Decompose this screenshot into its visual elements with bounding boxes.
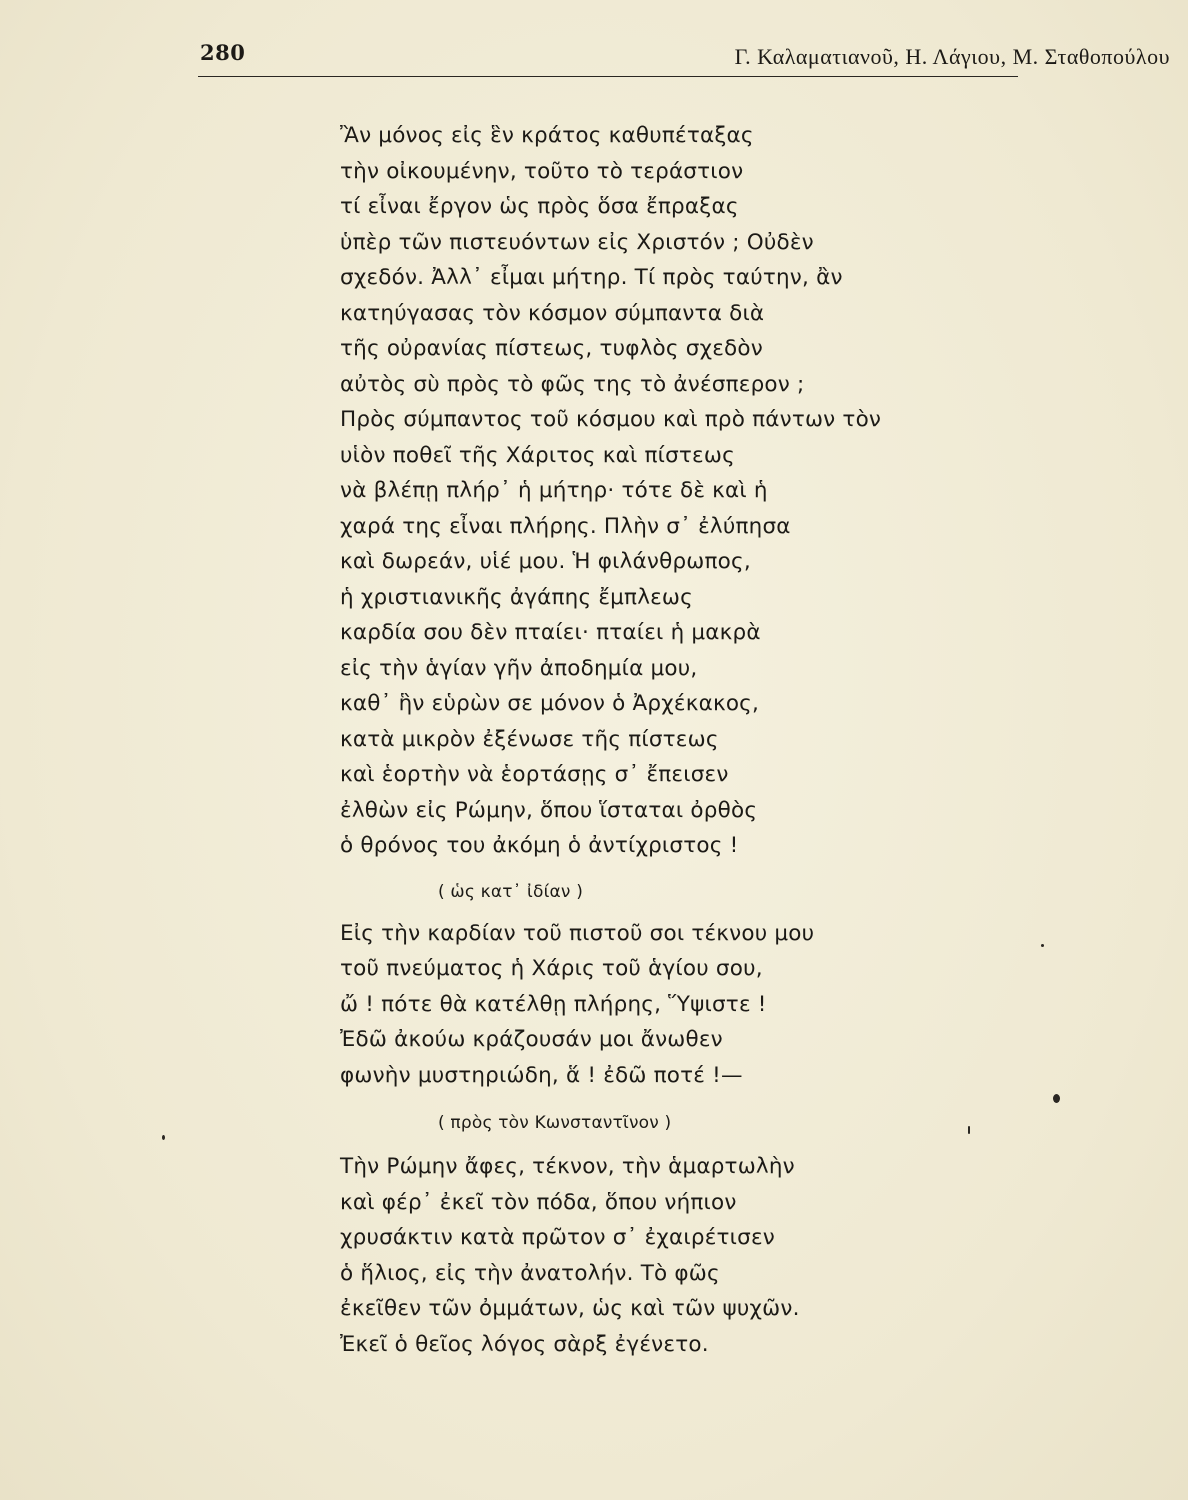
verse-line: χρυσάκτιν κατὰ πρῶτον σ᾿ ἐχαιρέτισεν bbox=[340, 1225, 776, 1250]
verse-line: καὶ δωρεάν, υἱέ μου. Ἡ φιλάνθρωπος, bbox=[340, 549, 751, 574]
verse-line: καθ᾿ ἣν εὑρὼν σε μόνον ὁ Ἀρχέκακος, bbox=[340, 691, 760, 716]
verse-line: ὑπὲρ τῶν πιστευόντων εἰς Χριστόν ; Οὐδὲν bbox=[340, 229, 814, 255]
stanza-3 bbox=[340, 1149, 1020, 1362]
header-authors: Γ. Καλαματιανοῦ, Η. Λάγιου, Μ. Σταθοπούλου bbox=[734, 44, 1170, 69]
header-rule bbox=[198, 76, 1018, 77]
verse-line: κατὰ μικρὸν ἐξένωσε τῆς πίστεως bbox=[340, 726, 719, 752]
verse-line: αὐτὸς σὺ πρὸς τὸ φῶς της τὸ ἀνέσπερον ; bbox=[340, 371, 805, 397]
verse-line: Ἂν μόνος εἰς ἓν κράτος καθυπέταξας bbox=[340, 123, 754, 148]
ink-speck bbox=[1041, 944, 1044, 947]
verse-line: Πρὸς σύμπαντος τοῦ κόσμου καὶ πρὸ πάντων τὸν bbox=[340, 407, 882, 432]
verse-line: τί εἶναι ἔργον ὡς πρὸς ὅσα ἔπραξας bbox=[340, 194, 739, 219]
stanza-2 bbox=[340, 916, 1020, 1094]
verse-line: τοῦ πνεύματος ἡ Χάρις τοῦ ἁγίου σου, bbox=[340, 956, 763, 981]
ink-speck bbox=[968, 1126, 970, 1134]
ink-speck bbox=[162, 1135, 165, 1140]
verse-line: κατηύγασας τὸν κόσμον σύμπαντα διὰ bbox=[340, 300, 765, 326]
verse-line: νὰ βλέπῃ πλήρ᾿ ἡ μήτηρ· τότε δὲ καὶ ἡ bbox=[340, 478, 768, 503]
stage-direction: ( ὡς κατ᾿ ἰδίαν ) bbox=[438, 881, 584, 902]
verse-line: ὁ ἥλιος, εἰς τὴν ἀνατολήν. Τὸ φῶς bbox=[340, 1260, 720, 1286]
verse-line: καὶ φέρ᾿ ἐκεῖ τὸν πόδα, ὅπου νήπιον bbox=[340, 1189, 737, 1215]
verse-line: χαρά της εἶναι πλήρης. Πλὴν σ᾿ ἐλύπησα bbox=[340, 513, 791, 539]
verse-line: καρδία σου δὲν πταίει· πταίει ἡ μακρὰ bbox=[340, 620, 761, 645]
page-number: 280 bbox=[200, 40, 246, 65]
verse-line: Εἰς τὴν καρδίαν τοῦ πιστοῦ σοι τέκνου μου bbox=[340, 920, 815, 946]
verse-line: σχεδόν. Ἀλλ᾿ εἶμαι μήτηρ. Τί πρὸς ταύτην, ἂν bbox=[340, 265, 843, 290]
verse-line: τῆς οὐρανίας πίστεως, τυφλὸς σχεδὸν bbox=[340, 336, 763, 361]
verse-line: τὴν οἰκουμένην, τοῦτο τὸ τεράστιον bbox=[340, 158, 744, 184]
verse-text bbox=[340, 118, 1020, 1362]
verse-line: Ἐκεῖ ὁ θεῖος λόγος σὰρξ ἐγένετο. bbox=[340, 1331, 709, 1357]
verse-line: υἱὸν ποθεῖ τῆς Χάριτος καὶ πίστεως bbox=[340, 442, 735, 468]
verse-line: εἰς τὴν ἁγίαν γῆν ἀποδημία μου, bbox=[340, 655, 698, 681]
stanza-1 bbox=[340, 118, 1020, 864]
verse-line: ἐκεῖθεν τῶν ὀμμάτων, ὡς καὶ τῶν ψυχῶν. bbox=[340, 1296, 800, 1321]
stage-direction: ( πρὸς τὸν Κωνσταντῖνον ) bbox=[438, 1113, 672, 1133]
verse-line: ἐλθὼν εἰς Ρώμην, ὅπου ἵσταται ὀρθὸς bbox=[340, 797, 758, 823]
ink-speck bbox=[1053, 1094, 1060, 1103]
verse-line: Τὴν Ρώμην ἄφες, τέκνον, τὴν ἁμαρτωλὴν bbox=[340, 1154, 795, 1179]
running-head bbox=[0, 40, 1188, 76]
verse-line: καὶ ἑορτὴν νὰ ἑορτάσῃς σ᾿ ἔπεισεν bbox=[340, 762, 729, 787]
verse-line: φωνὴν μυστηριώδη, ἅ ! ἐδῶ ποτέ !— bbox=[340, 1062, 743, 1088]
verse-line: ἡ χριστιανικῆς ἀγάπης ἔμπλεως bbox=[340, 584, 693, 610]
verse-line: ὁ θρόνος του ἀκόμη ὁ ἀντίχριστος ! bbox=[340, 833, 739, 858]
verse-line: ὤ ! πότε θὰ κατέλθῃ πλήρης, Ὕψιστε ! bbox=[340, 991, 767, 1017]
verse-line: Ἐδῶ ἀκούω κράζουσάν μοι ἄνωθεν bbox=[340, 1027, 723, 1052]
